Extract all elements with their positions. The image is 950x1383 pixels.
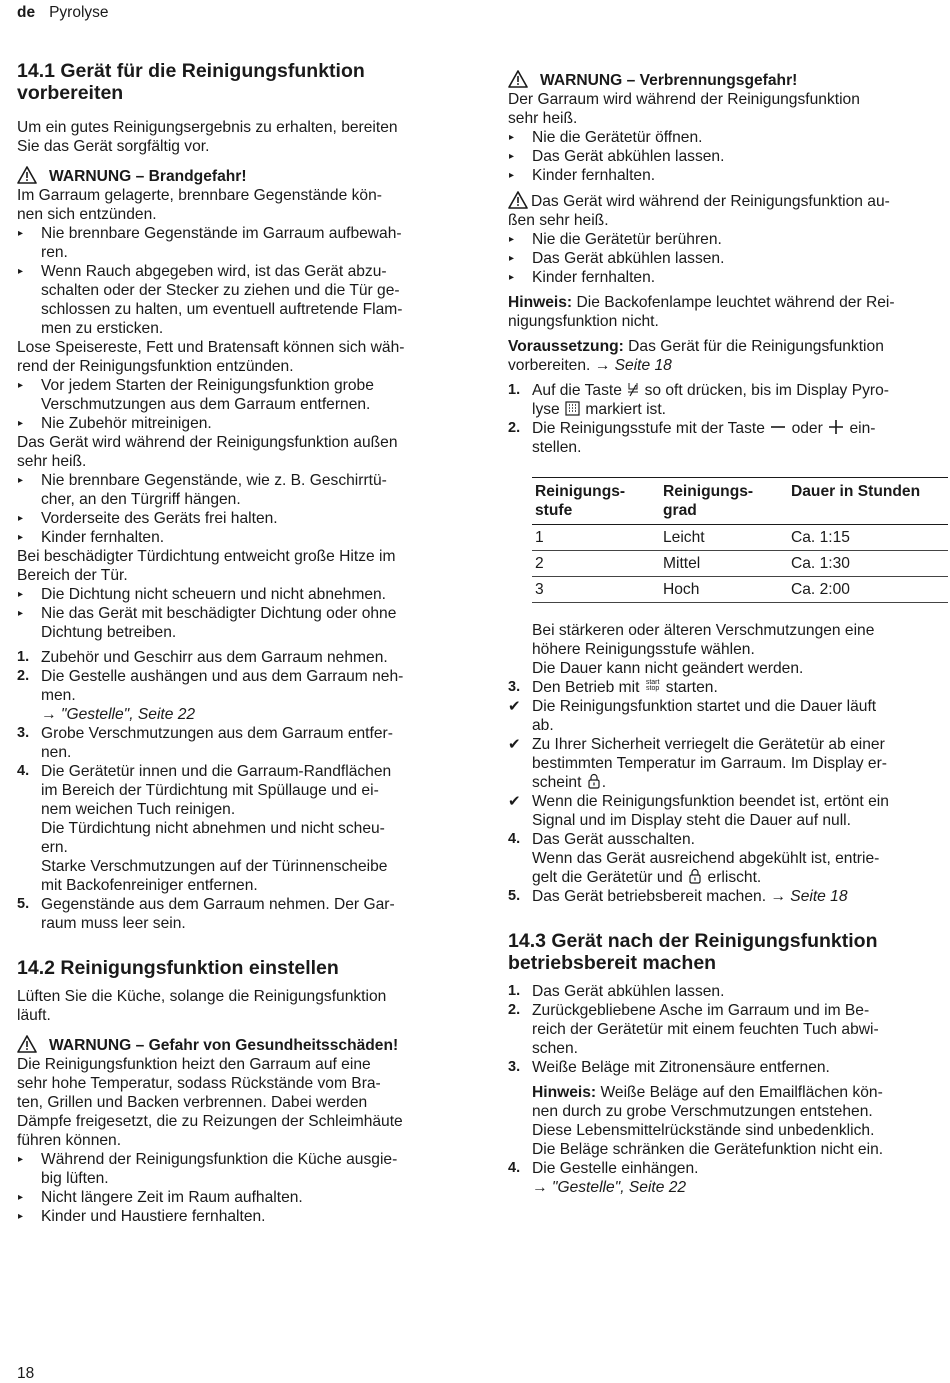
lock-icon: [688, 868, 702, 884]
section-14-1-intro: Um ein gutes Reinigungsergebnis zu erhalten, bereiten Sie das Gerät sorgfältig vor.: [17, 119, 398, 155]
table-row: 3 Hoch Ca. 2:00: [532, 577, 948, 603]
warning-fire-title: WARNUNG – Brandgefahr!: [17, 166, 463, 186]
column-header-grade: Reinigungs- grad: [660, 478, 788, 525]
list-item: ▸ Vor jedem Starten der Reinigungsfunktion grobe Verschmutzungen aus dem Garraum entfernen.: [18, 377, 374, 413]
prerequisite: Voraussetzung: Das Gerät für die Reinigungsfunktion vorbereiten. → Seite 18: [508, 338, 884, 374]
warning-triangle-icon: [17, 166, 37, 184]
step-2: 2. Zurückgebliebene Asche im Garraum und im Be- reich der Gerätetür mit einem feuchten Tuch abwi- schen.: [508, 1002, 879, 1057]
column-header-duration: Dauer in Stunden: [788, 478, 948, 525]
list-item: ▸ Das Gerät abkühlen lassen.: [509, 250, 725, 267]
list-item: ▸ Während der Reinigungsfunktion die Küche ausgie- big lüften.: [18, 1151, 398, 1187]
list-item: ▸ Nie die Gerätetür öffnen.: [509, 129, 703, 146]
left-column: [17, 60, 463, 1226]
list-item: ▸ Nie brennbare Gegenstände, wie z. B. Geschirrtü- cher, an den Türgriff hängen.: [18, 472, 387, 508]
check-icon: ✔: [508, 793, 521, 810]
list-item: ▸ Kinder fernhalten.: [18, 529, 165, 546]
lock-icon: [587, 773, 601, 789]
warning-fire-text-4: Bei beschädigter Türdichtung entweicht große Hitze im Bereich der Tür.: [17, 548, 396, 584]
page-header: [17, 3, 109, 22]
list-item: ▸ Kinder und Haustiere fernhalten.: [18, 1208, 266, 1225]
warning-fire-text-3: Das Gerät wird während der Reinigungsfunktion außen sehr heiß.: [17, 434, 398, 470]
column-header-level: Reinigungs- stufe: [532, 478, 660, 525]
step-1: 1. Auf die Taste so oft drücken, bis im Display Pyro- lyse markiert ist.: [508, 382, 889, 418]
section-14-1-heading: 14.1 Gerät für die Reinigungsfunktion vorbereiten: [17, 60, 365, 104]
plus-key-icon: [828, 419, 844, 435]
step-1: 1. Das Gerät abkühlen lassen.: [508, 983, 725, 1000]
table-row: 1 Leicht Ca. 1:15: [532, 525, 948, 551]
list-item: ▸ Kinder fernhalten.: [509, 269, 656, 286]
cross-reference: → Seite 18: [770, 888, 848, 905]
warning-fire-text-2: Lose Speisereste, Fett und Bratensaft können sich wäh- rend der Reinigungsfunktion entzünden.: [17, 339, 405, 375]
list-item: ▸ Kinder fernhalten.: [509, 167, 656, 184]
step-1: 1. Zubehör und Geschirr aus dem Garraum nehmen.: [17, 649, 388, 666]
list-item: ▸ Nicht längere Zeit im Raum aufhalten.: [18, 1189, 303, 1206]
table-note: Bei stärkeren oder älteren Verschmutzungen eine höhere Reinigungsstufe wählen. Die Dauer kann nicht geändert werden.: [532, 622, 875, 677]
list-item: ▸ Wenn Rauch abgegeben wird, ist das Gerät abzu- schalten oder der Stecker zu ziehen und die Tür ge- schlossen zu halten, um eventuell auftretende Flam- men zu ersticken.: [18, 263, 403, 337]
list-item: ▸ Nie die Gerätetür berühren.: [509, 231, 722, 248]
result-item: ✔ Wenn die Reinigungsfunktion beendet ist, ertönt ein Signal und im Display steht die Dauer auf null.: [508, 793, 889, 829]
warning-fire-text-1: Im Garraum gelagerte, brennbare Gegenstände kön- nen sich entzünden.: [17, 187, 382, 223]
cleaning-levels-table: [532, 477, 948, 603]
step-3: 3. Weiße Beläge mit Zitronensäure entfernen.: [508, 1059, 830, 1076]
minus-key-icon: [770, 421, 786, 435]
result-item: ✔ Die Reinigungsfunktion startet und die Dauer läuft ab.: [508, 698, 877, 734]
list-item: ▸ Nie brennbare Gegenstände im Garraum aufbewah- ren.: [18, 225, 402, 261]
language-code: de: [17, 4, 36, 21]
warning-health-text: Die Reinigungsfunktion heizt den Garraum auf eine sehr hohe Temperatur, sodass Rückstände vom Bra- ten, Grillen und Backen verbrennen. Dabei werden Dämpfe freigesetzt, die zu Reizungen der Schleimhäute führen können.: [17, 1056, 403, 1149]
table-header-row: [532, 478, 948, 525]
hint-lamp: Hinweis: Die Backofenlampe leuchtet während der Rei- nigungsfunktion nicht.: [508, 294, 895, 330]
step-2: 2. Die Gestelle aushängen und aus dem Garraum neh- men. → "Gestelle", Seite 22: [17, 668, 404, 723]
warning-triangle-icon: [508, 70, 528, 88]
list-item: ▸ Nie Zubehör mitreinigen.: [18, 415, 212, 432]
warning-triangle-icon: [17, 1035, 37, 1053]
warning-burn-text-1: Der Garraum wird während der Reinigungsfunktion sehr heiß.: [508, 91, 860, 127]
warning-burn-text-2: Das Gerät wird während der Reinigungsfunktion au- ßen sehr heiß.: [508, 193, 890, 229]
pyrolysis-display-icon: [565, 401, 580, 416]
cross-reference: → "Gestelle", Seite 22: [41, 706, 196, 723]
page-number: 18: [17, 1365, 35, 1382]
cleaning-key-icon: [627, 382, 639, 397]
warning-burn-title: WARNUNG – Verbrennungsgefahr!: [508, 70, 948, 90]
table-row: 2 Mittel Ca. 1:30: [532, 551, 948, 577]
step-3: 3. Grobe Verschmutzungen aus dem Garraum entfer- nen.: [17, 725, 393, 761]
step-5: 5. Das Gerät betriebsbereit machen. → Seite 18: [508, 888, 848, 905]
step-2: 2. Die Reinigungsstufe mit der Taste oder ein- stellen.: [508, 420, 876, 456]
cross-reference: → Seite 18: [594, 357, 672, 374]
start-stop-key-icon: start stop: [645, 679, 660, 692]
section-14-2-intro: Lüften Sie die Küche, solange die Reinigungsfunktion läuft.: [17, 988, 387, 1024]
warning-triangle-icon: [508, 191, 528, 209]
cross-reference: → "Gestelle", Seite 22: [532, 1179, 687, 1196]
section-14-2-heading: 14.2 Reinigungsfunktion einstellen: [17, 957, 339, 979]
warning-health-title: WARNUNG – Gefahr von Gesundheitsschäden!: [17, 1035, 463, 1055]
step-3: 3. Den Betrieb mit start stop starten.: [508, 679, 718, 696]
step-4: 4. Die Gestelle einhängen. → "Gestelle", Seite 22: [508, 1160, 699, 1196]
check-icon: ✔: [508, 736, 521, 753]
list-item: ▸ Die Dichtung nicht scheuern und nicht abnehmen.: [18, 586, 387, 603]
list-item: ▸ Das Gerät abkühlen lassen.: [509, 148, 725, 165]
hint-residue: Hinweis: Weiße Beläge auf den Emailflächen kön- nen durch zu grobe Verschmutzungen entstehen. Diese Lebensmittelrückstände sind unbedenklich. Die Beläge schränken die Gerätefunktion nicht ein.: [532, 1084, 884, 1158]
list-item: ▸ Vorderseite des Geräts frei halten.: [18, 510, 278, 527]
section-14-3-heading: 14.3 Gerät nach der Reinigungsfunktion betriebsbereit machen: [508, 930, 878, 974]
step-4: 4. Die Gerätetür innen und die Garraum-Randflächen im Bereich der Türdichtung mit Spüllauge und ei- nem weichen Tuch reinigen. Die Türdichtung nicht abnehmen und nicht scheu- ern. Starke Verschmutzungen auf der Türinnenscheibe mit Backofenreiniger entfernen.: [17, 763, 392, 894]
list-item: ▸ Nie das Gerät mit beschädigter Dichtung oder ohne Dichtung betreiben.: [18, 605, 397, 641]
check-icon: ✔: [508, 698, 521, 715]
step-4: 4. Das Gerät ausschalten. Wenn das Gerät ausreichend abgekühlt ist, entrie- gelt die Gerätetür und erlischt.: [508, 831, 880, 886]
chapter-title: Pyrolyse: [49, 4, 109, 21]
step-5: 5. Gegenstände aus dem Garraum nehmen. Der Gar- raum muss leer sein.: [17, 896, 395, 932]
right-column: [508, 70, 948, 1197]
result-item: ✔ Zu Ihrer Sicherheit verriegelt die Gerätetür ab einer bestimmten Temperatur im Garraum. Im Display er- scheint .: [508, 736, 887, 791]
